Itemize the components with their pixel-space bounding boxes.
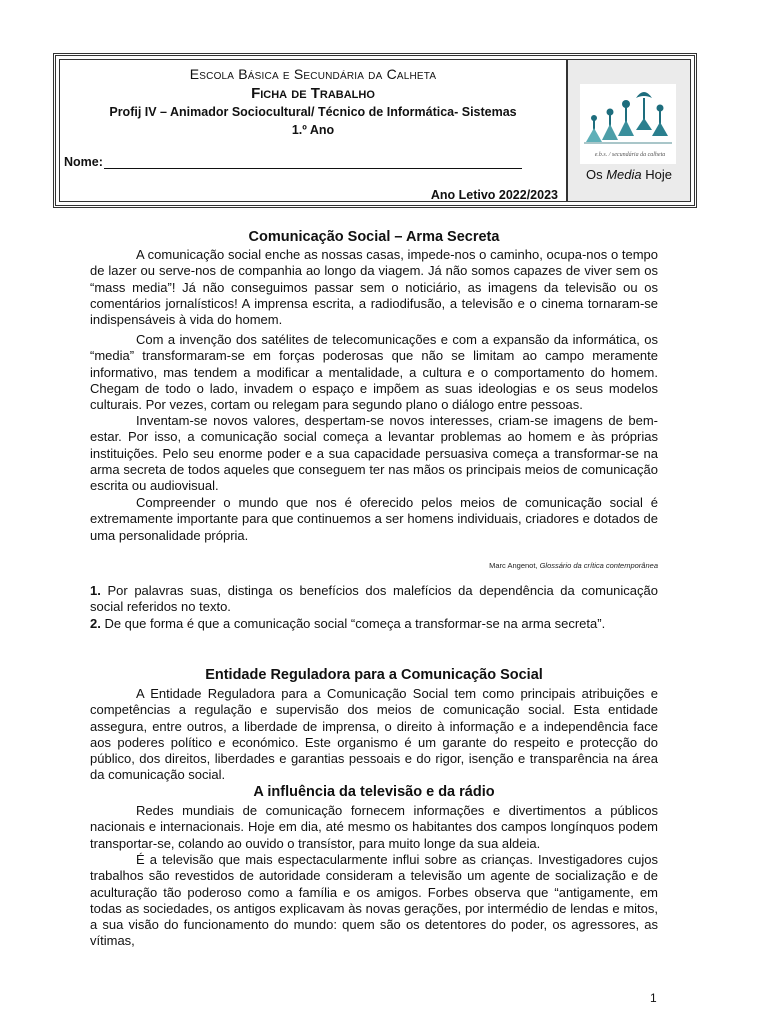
- page-number: 1: [650, 991, 657, 1005]
- header-inner: [59, 59, 691, 202]
- header-box: [53, 53, 697, 208]
- section-title-arma-secreta: Comunicação Social – Arma Secreta: [248, 229, 500, 245]
- worksheet-title: Ficha de Trabalho: [251, 85, 375, 102]
- school-year: Ano Letivo 2022/2023: [430, 188, 558, 202]
- course-year: 1.º Ano: [291, 123, 335, 137]
- header-info: [60, 60, 568, 201]
- course-name: Profij IV – Animador Sociocultural/ Técnico de Informática- Sistemas: [109, 105, 517, 119]
- paragraph: Redes mundiais de comunicação fornecem informações e divertimentos a públicos nacionais e internacionais. Hoje em dia, até mesmo os habitantes dos campos longínquos podem transportar-se, colando ao ouvido o transístor, para muito longe da sua aldeia.: [90, 803, 658, 851]
- citation: [489, 561, 658, 570]
- logo-caption-post: Hoje: [641, 167, 672, 182]
- name-label: Nome:: [64, 155, 103, 169]
- school-logo: [580, 84, 676, 164]
- question-number: 1.: [90, 583, 101, 598]
- logo-text: e.b.s. / secundária da calheta: [594, 152, 666, 158]
- school-name: Escola Básica e Secundária da Calheta: [189, 66, 437, 82]
- question-text: De que forma é que a comunicação social “começa a transformar-se na arma secreta”.: [100, 616, 606, 631]
- logo-caption: [568, 167, 690, 182]
- section-title-entidade-reguladora: Entidade Reguladora para a Comunicação Social: [205, 667, 543, 683]
- question-number: 2.: [90, 616, 101, 631]
- logo-caption-pre: Os: [585, 167, 607, 182]
- question-text: Por palavras suas, distinga os benefícios dos malefícios da dependência da comunicação social referidos no texto.: [90, 583, 658, 615]
- paragraph: Compreender o mundo que nos é oferecido pelos meios de comunicação social é extremamente importante para que continuemos a ser homens individuais, criadores e dotados de uma personalidade própria.: [90, 495, 658, 543]
- logo-caption-media: Media: [606, 167, 642, 182]
- paragraph: É a televisão que mais espectacularmente influi sobre as crianças. Investigadores cujos trabalhos são revestidos de autoridade consideram a televisão um agente de socialização e de aculturação tão poderoso como a família e os amigos. Forbes observa que “antigamente, em todas as sociedades, os antigos explicavam às novas gerações, por intermédio de lendas e mitos, a sua visão do funcionamento do mundo: quem são os detentores do poder, os agressores, as vítimas,: [90, 852, 658, 949]
- name-field-line[interactable]: [104, 168, 522, 169]
- citation-work: Glossário da crítica contemporânea: [539, 561, 658, 570]
- question-2: [90, 616, 658, 632]
- citation-author: Marc Angenot,: [489, 561, 540, 570]
- paragraph: Com a invenção dos satélites de telecomunicações e com a expansão da informática, os “media” transformaram-se em forças poderosas que não se limitam ao campo meramente informativo, mas tendem a modificar a mentalidade, a cultura e o comportamento do homem. Chegam de todo o lado, invadem o espaço e impõem as suas ideologias e os seus modelos culturais. Por vezes, cortam ou relegam para segundo plano o diálogo entre pessoas.: [90, 332, 658, 413]
- paragraph: A comunicação social enche as nossas casas, impede-nos o caminho, ocupa-nos o tempo de lazer ou serve-nos de companhia ao longo da viagem. Já não somos capazes de viver sem os “mass media”! Já não conseguimos passar sem o noticiário, as imagens da televisão ou os comentários jornalísticos! A imprensa escrita, a radiodifusão, a televisão e o cinema tornaram-se indispensáveis à vida do homem.: [90, 247, 658, 328]
- question-1: [90, 583, 658, 616]
- section-title-televisao-radio: A influência da televisão e da rádio: [253, 784, 495, 800]
- paragraph: Inventam-se novos valores, despertam-se novos interesses, criam-se imagens de bem-estar. Por isso, a comunicação social começa a levantar problemas ao homem e às próprias instituições. Pelo seu enorme poder e a sua capacidade persuasiva começa a transformar-se na arma secreta de todos aqueles que conseguem ter nas mãos os principais meios de comunicação escrita ou audiovisual.: [90, 413, 658, 494]
- header-logo-panel: [568, 60, 690, 201]
- paragraph: A Entidade Reguladora para a Comunicação Social tem como principais atribuições e competências a regulação e supervisão dos meios de comunicação social. Esta entidade assegura, entre outros, a liberdade de imprensa, o direito à informação e a independência face aos poderes político e económico. Este organismo é um garante do respeito e protecção do público, dos direitos, liberdades e garantias pessoais e do rigor, isenção e transparência na área da comunicação social.: [90, 686, 658, 783]
